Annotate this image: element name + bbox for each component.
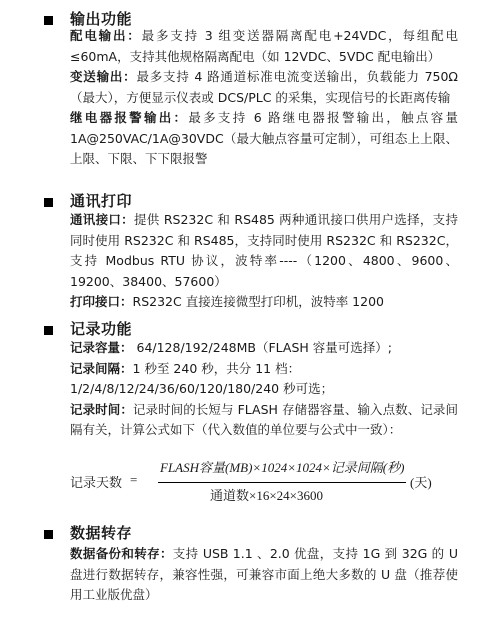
formula-equals: = bbox=[130, 472, 138, 487]
section-body bbox=[70, 544, 458, 606]
section-body bbox=[70, 338, 458, 441]
paragraph-text: 支持 USB 1.1 、2.0 优盘，支持 1G 到 32G 的 U 盘进行数据转存，兼容性强，可兼容市面上绝大多数的 U 盘（推荐使用工业版优盘） bbox=[70, 546, 458, 602]
paragraph bbox=[70, 359, 458, 380]
section-body bbox=[70, 210, 458, 313]
paragraph-text: RS232C 直接连接微型打印机，波特率 1200 bbox=[132, 294, 384, 309]
paragraph-label: 配电输出： bbox=[70, 28, 142, 43]
bullet-icon bbox=[44, 198, 53, 207]
paragraph-text: 最多支持 6 路继电器报警输出，触点容量 1A@250VAC/1A@30VDC（最大触点容量可定制），可组态上上限、上限、下限、下下限报警 bbox=[70, 110, 458, 166]
formula-lhs: 记录天数 bbox=[70, 475, 123, 490]
formula-unit: (天) bbox=[410, 475, 432, 490]
paragraph-text: 提供 RS232C 和 RS485 两种通讯接口供用户选择，支持同时使用 RS232C 和 RS485，支持同时使用 RS232C 和 RS232C，支持 Modbus RTU 协议，波特率----（1200、4800、9600、19200、38400、57600） bbox=[70, 212, 458, 289]
formula-denominator: 通道数×16×24×3600 bbox=[210, 488, 323, 503]
paragraph-text: 64/128/192/248MB（FLASH 容量可选择）; bbox=[132, 340, 392, 355]
paragraph-text: 1 秒至 240 秒，共分 11 档： bbox=[132, 360, 301, 376]
paragraph-text: 最多支持 4 路通道标准电流变送输出，负载能力 750Ω（最大），方便显示仪表或 DCS/PLC 的采集，实现信号的长距离传输 bbox=[70, 69, 458, 105]
fraction-bar bbox=[158, 482, 406, 483]
bullet-icon bbox=[44, 530, 53, 539]
paragraph-label: 记录间隔： bbox=[70, 360, 133, 376]
paragraph-label: 记录时间： bbox=[70, 401, 133, 417]
section-heading: 通讯打印 bbox=[70, 192, 133, 210]
section-heading: 数据转存 bbox=[70, 524, 133, 542]
section-heading: 记录功能 bbox=[70, 320, 133, 338]
paragraph bbox=[70, 108, 458, 170]
paragraph bbox=[70, 400, 458, 441]
paragraph-label: 数据备份和转存： bbox=[70, 546, 173, 561]
paragraph bbox=[70, 544, 458, 606]
section-heading: 输出功能 bbox=[70, 10, 133, 28]
paragraph-label: 记录容量： bbox=[70, 340, 133, 355]
paragraph bbox=[70, 292, 458, 313]
formula-numerator: FLASH容量(MB)×1024×1024×记录间隔(秒) bbox=[160, 460, 405, 475]
paragraph-text: 记录时间的长短与 FLASH 存储器容量、输入点数、记录间隔有关，计算公式如下（代入数值的单位要与公式中一致）： bbox=[70, 401, 458, 437]
paragraph-text: 最多支持 3 组变送器隔离配电+24VDC，每组配电≤60mA，支持其他规格隔离配电（如 12VDC、5VDC 配电输出） bbox=[70, 28, 458, 64]
paragraph-label: 打印接口： bbox=[70, 294, 133, 309]
section-body bbox=[70, 26, 458, 170]
paragraph-label: 变送输出： bbox=[70, 69, 137, 84]
paragraph-text: 1/2/4/8/12/24/36/60/120/180/240 秒可选； bbox=[70, 381, 334, 396]
record-days-formula bbox=[70, 457, 470, 507]
paragraph-label: 通讯接口： bbox=[70, 212, 134, 227]
bullet-icon bbox=[44, 326, 53, 335]
paragraph-label: 继电器报警输出： bbox=[70, 110, 189, 125]
paragraph bbox=[70, 67, 458, 108]
paragraph bbox=[70, 379, 458, 400]
bullet-icon bbox=[44, 16, 53, 25]
paragraph bbox=[70, 338, 458, 359]
paragraph bbox=[70, 26, 458, 67]
paragraph bbox=[70, 210, 458, 292]
